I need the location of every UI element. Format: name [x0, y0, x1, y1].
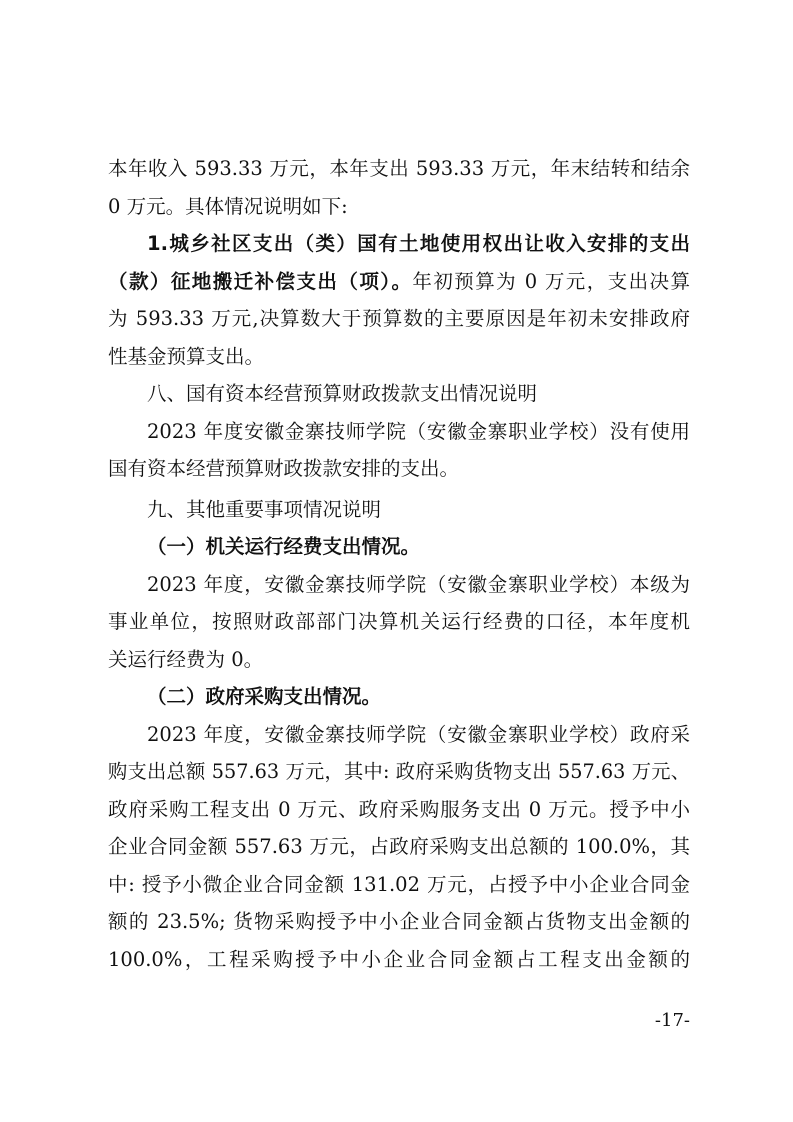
paragraph-line: 事业单位，按照财政部部门决算机关运行经费的口径，本年度机 — [108, 610, 690, 633]
paragraph-line: 100.0%，工程采购授予中小企业合同金额占工程支出金额的 — [108, 947, 690, 971]
document-body — [108, 150, 690, 978]
paragraph-line: 企业合同金额 557.63 万元，占政府采购支出总额的 100.0%，其 — [108, 835, 690, 858]
paragraph-line: 本年收入 593.33 万元，本年支出 593.33 万元，年末结转和结余 — [108, 157, 690, 180]
paragraph-line: 国有资本经营预算财政拨款安排的支出。 — [108, 457, 460, 480]
page-number: -17- — [654, 1010, 690, 1031]
paragraph-line — [108, 263, 690, 301]
paragraph-line: 额的 23.5%; 货物采购授予中小企业合同金额占货物支出金额的 — [108, 910, 690, 933]
paragraph-line: 中: 授予小微企业合同金额 131.02 万元，占授予中小企业合同金 — [108, 872, 690, 896]
item-text: 年初预算为 0 万元，支出决算 — [412, 269, 690, 293]
paragraph-line: 为 593.33 万元,决算数大于预算数的主要原因是年初未安排政府 — [108, 307, 690, 330]
paragraph-line: 性基金预算支出。 — [108, 344, 265, 368]
section-heading-9: 九、其他重要事项情况说明 — [147, 497, 382, 521]
paragraph-line: 2023 年度，安徽金寨技师学院（安徽金寨职业学校）政府采 — [147, 722, 690, 746]
paragraph-line: 政府采购工程支出 0 万元、政府采购服务支出 0 万元。授予中小 — [108, 797, 690, 821]
section-heading-8: 八、国有资本经营预算财政拨款支出情况说明 — [147, 382, 538, 405]
paragraph-line: 关运行经费为 0。 — [108, 647, 264, 671]
item-title-cont: （款）征地搬迁补偿支出（项）。 — [108, 269, 413, 293]
paragraph-line: 购支出总额 557.63 万元，其中: 政府采购货物支出 557.63 万元、 — [108, 760, 690, 783]
paragraph-line: 2023 年度，安徽金寨技师学院（安徽金寨职业学校）本级为 — [147, 572, 690, 596]
paragraph-line: 2023 年度安徽金寨技师学院（安徽金寨职业学校）没有使用 — [147, 419, 690, 443]
item-title: 1.城乡社区支出（类）国有土地使用权出让收入安排的支出 — [147, 232, 690, 255]
subsection-heading-2: （二）政府采购支出情况。 — [147, 685, 382, 708]
paragraph-line: 0 万元。具体情况说明如下: — [108, 194, 348, 218]
subsection-heading-1: （一）机关运行经费支出情况。 — [147, 535, 421, 558]
